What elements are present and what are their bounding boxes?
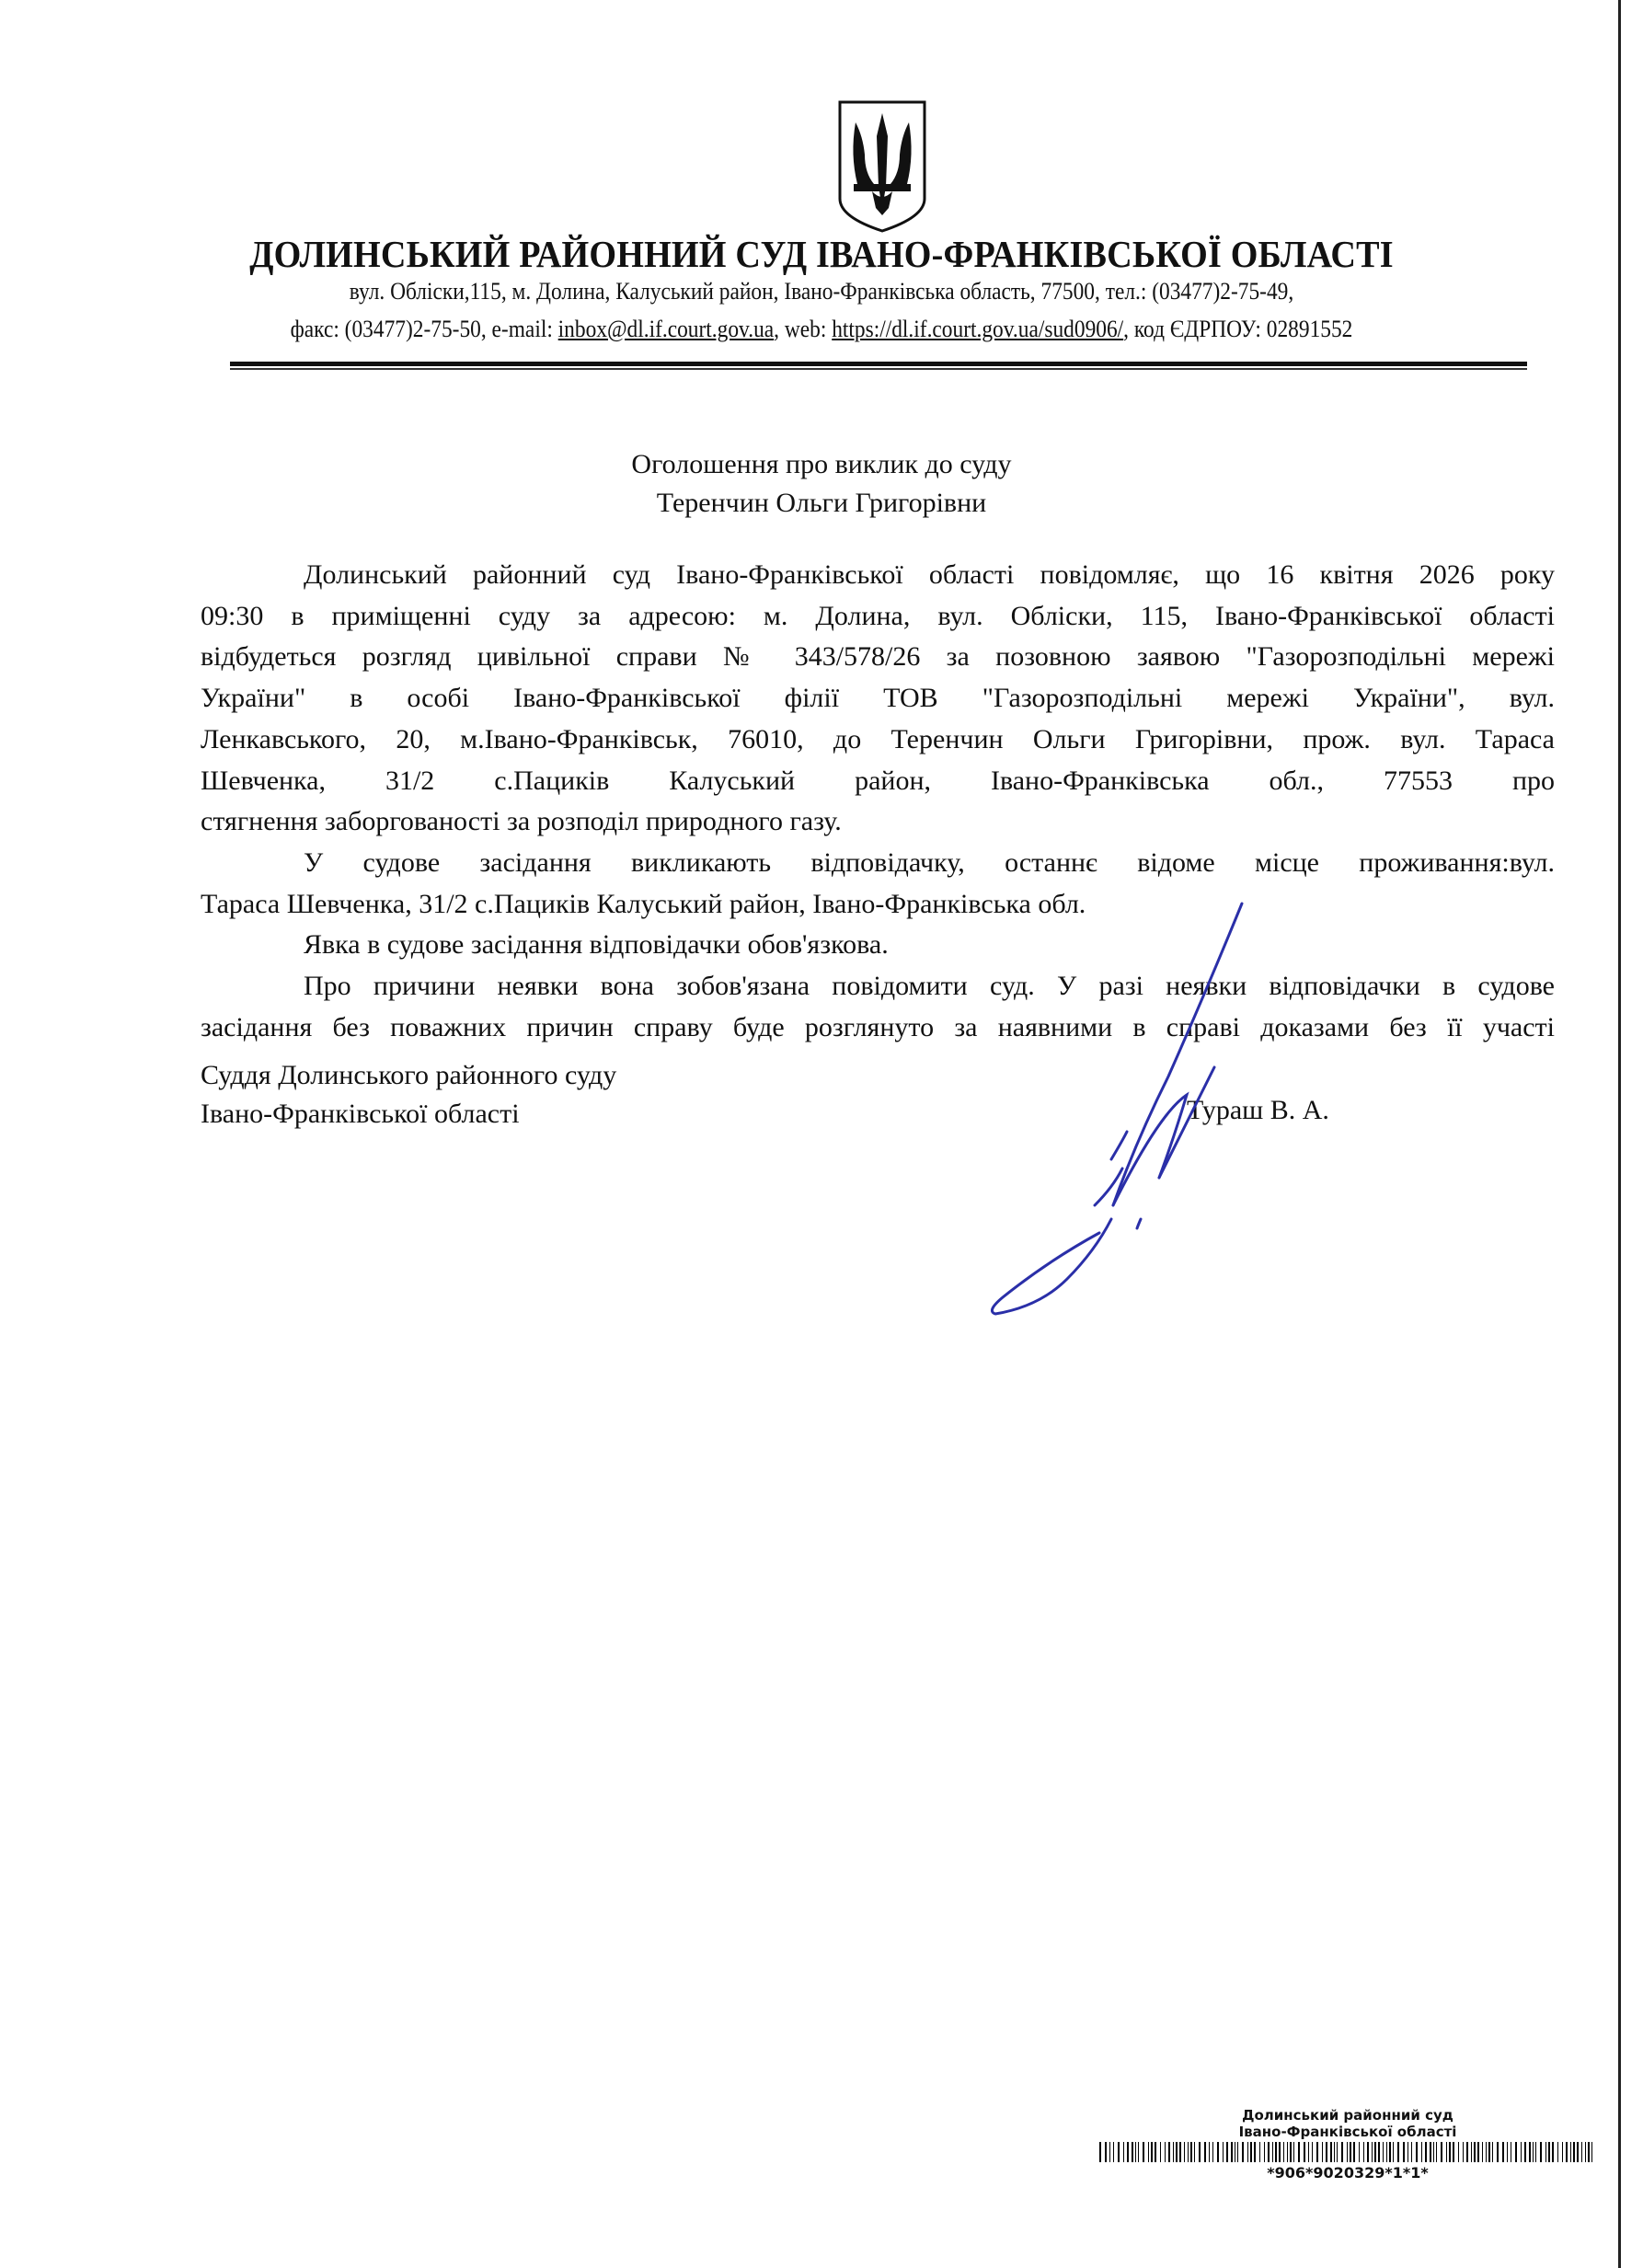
barcode-bar [1548, 2142, 1550, 2162]
barcode-bar [1250, 2142, 1252, 2162]
barcode-bar [1577, 2142, 1579, 2162]
barcode-bar [1403, 2142, 1405, 2162]
barcode-bar [1264, 2142, 1266, 2162]
email-link[interactable]: inbox@dl.if.court.gov.ua [557, 316, 775, 342]
barcode-bar [1436, 2142, 1438, 2162]
barcode-bar [1109, 2142, 1110, 2162]
barcode-bar [1363, 2142, 1365, 2162]
barcode-bar [1492, 2142, 1493, 2162]
barcode-bar [1176, 2142, 1178, 2162]
barcode-bar [1552, 2142, 1554, 2162]
barcode-bar [1194, 2142, 1195, 2162]
barcode-bar [1254, 2142, 1256, 2162]
barcode-bar [1151, 2142, 1153, 2162]
barcode-bar [1407, 2142, 1408, 2162]
barcode-bar [1283, 2142, 1284, 2162]
barcode-bar [1184, 2142, 1185, 2162]
barcode-bar [1334, 2142, 1335, 2162]
judge-position-line: Суддя Долинського районного суду [201, 1060, 617, 1090]
judge-position [201, 1056, 616, 1134]
barcode-bar [1389, 2142, 1391, 2162]
body-line: Про причини неявки вона зобов'язана повідомити суд. У разі неявки відповідачки в судове [304, 971, 1555, 1002]
barcode-bar [1524, 2142, 1526, 2162]
body-line: відбудеться розгляд цивільної справи № 343/578/26 за позовною заявою "Газорозподільні мережі [201, 641, 1555, 673]
barcode-bar [1132, 2142, 1133, 2162]
barcode-bar [1247, 2142, 1248, 2162]
court-name-heading: ДОЛИНСЬКИЙ РАЙОННИЙ СУД ІВАНО-ФРАНКІВСЬКОЇ ОБЛАСТІ [249, 233, 1394, 275]
barcode-bar [1105, 2142, 1107, 2162]
barcode-bar [1347, 2142, 1348, 2162]
body-line: У судове засідання викликають відповідачку, останнє відоме місце проживання:вул. [304, 846, 1555, 878]
handwritten-signature [975, 902, 1270, 1334]
barcode-bar [1463, 2142, 1465, 2162]
barcode-bar [1421, 2142, 1422, 2162]
barcode-bar [1557, 2142, 1558, 2162]
page-edge [1618, 0, 1621, 2268]
barcode-bar [1287, 2142, 1289, 2162]
barcode-bar [1411, 2142, 1413, 2162]
barcode-bar [1237, 2142, 1239, 2162]
barcode-bar [1127, 2142, 1129, 2162]
barcode-bar [1441, 2142, 1442, 2162]
barcode-bar [1259, 2142, 1260, 2162]
barcode-bar [1204, 2142, 1206, 2162]
barcode-bar [1497, 2142, 1499, 2162]
body-line: засідання без поважних причин справу буде розглянуто за наявними в справі доказами без її участі [201, 1011, 1555, 1042]
barcode-bar [1502, 2142, 1504, 2162]
barcode-bar [1433, 2142, 1434, 2162]
barcode-bar [1430, 2142, 1431, 2162]
registry-stamp [1099, 2107, 1596, 2182]
barcode-bar [1165, 2142, 1166, 2162]
barcode-bar [1293, 2142, 1294, 2162]
barcode-bar [1148, 2142, 1149, 2162]
barcode-bar [1099, 2142, 1101, 2162]
body-line: України" в особі Івано-Франківської філії ТОВ "Газорозподільні мережі України", вул. [201, 683, 1555, 714]
barcode-bar [1570, 2142, 1571, 2162]
body-line: Ленкавського, 20, м.Івано-Франківськ, 76010, до Теренчин Ольги Григорівни, прож. вул. Тараса [201, 723, 1555, 754]
barcode-bar [1474, 2142, 1476, 2162]
barcode-bar [1533, 2142, 1534, 2162]
barcode-bar [1378, 2142, 1380, 2162]
barcode-bar [1573, 2142, 1575, 2162]
barcode-bar [1416, 2142, 1418, 2162]
barcode-bar [1446, 2142, 1447, 2162]
barcode-bar [1591, 2142, 1592, 2162]
barcode-bar [1223, 2142, 1224, 2162]
barcode-bar [1298, 2142, 1300, 2162]
barcode-bar [1138, 2142, 1140, 2162]
court-contacts [82, 316, 1560, 343]
barcode-bar [1482, 2142, 1483, 2162]
barcode-bar [1272, 2142, 1273, 2162]
barcode-bar [1350, 2142, 1351, 2162]
barcode-bar [1488, 2142, 1490, 2162]
barcode-bar [1515, 2142, 1517, 2162]
barcode-bar [1507, 2142, 1508, 2162]
barcode-text: *906*9020329*1*1* [1267, 2164, 1429, 2182]
barcode-bar [1540, 2142, 1542, 2162]
barcode-bar [1135, 2142, 1136, 2162]
barcode-bar [1155, 2142, 1156, 2162]
barcode-bar [1393, 2142, 1394, 2162]
barcode-bar [1397, 2142, 1399, 2162]
barcode-bar [1209, 2142, 1210, 2162]
barcode-bar [1330, 2142, 1332, 2162]
barcode-bar [1290, 2142, 1292, 2162]
barcode-bar [1374, 2142, 1376, 2162]
barcode-bar [1113, 2142, 1115, 2162]
barcode-bar [1190, 2142, 1192, 2162]
barcode-bar [1316, 2142, 1318, 2162]
announcement-title: Оголошення про виклик до суду [631, 449, 1012, 479]
barcode-bar [1588, 2142, 1590, 2162]
website-link[interactable]: https://dl.if.court.gov.ua/sud0906/ [832, 316, 1124, 342]
barcode-bar [1160, 2142, 1161, 2162]
barcode-bar [1466, 2142, 1468, 2162]
barcode-bar [1545, 2142, 1546, 2162]
body-line: 09:30 в приміщенні суду за адресою: м. Долина, вул. Обліски, 115, Івано-Франківської області [201, 600, 1555, 631]
barcode-bar [1212, 2142, 1214, 2162]
barcode-bar [1367, 2142, 1369, 2162]
barcode-bar [1275, 2142, 1277, 2162]
web-label: , web: [774, 316, 833, 342]
barcode-bar [1217, 2142, 1219, 2162]
edrpou-code: , код ЄДРПОУ: 02891552 [1123, 316, 1353, 342]
barcode-bar [1566, 2142, 1568, 2162]
barcode-bar [1226, 2142, 1228, 2162]
stamp-line: Івано-Франківської області [1238, 2124, 1457, 2140]
barcode-bar [1279, 2142, 1281, 2162]
barcode-bar [1458, 2142, 1459, 2162]
fax-text: факс: (03477)2-75-50, e-mail: [290, 316, 558, 342]
announcement-body [201, 555, 1555, 1048]
tryzub-emblem-icon [837, 99, 927, 234]
body-line: Явка в судове засідання відповідачки обов'язкова. [304, 929, 889, 961]
barcode-bar [1304, 2142, 1305, 2162]
barcode-bar [1199, 2142, 1201, 2162]
barcode-bar [1242, 2142, 1244, 2162]
barcode-bar [1477, 2142, 1479, 2162]
barcode-bar [1123, 2142, 1124, 2162]
barcode-bar [1383, 2142, 1384, 2162]
barcode-bar [1312, 2142, 1314, 2162]
barcode-bar [1188, 2142, 1189, 2162]
barcode-bar [1231, 2142, 1233, 2162]
announcement-subject: Теренчин Ольги Григорівни [656, 488, 987, 518]
barcode-bar [1173, 2142, 1174, 2162]
body-line: стягнення заборгованості за розподіл природного газу. [201, 806, 842, 837]
body-line: Шевченка, 31/2 с.Пациків Калуський район, Івано-Франківська обл., 77553 про [201, 765, 1555, 796]
stamp-line: Долинський районний суд [1242, 2107, 1453, 2124]
judge-name: Тураш В. А. [1187, 1095, 1329, 1125]
barcode-bar [1168, 2142, 1170, 2162]
barcode-bar [1449, 2142, 1451, 2162]
barcode [1099, 2142, 1596, 2162]
barcode-bar [1386, 2142, 1388, 2162]
barcode-bar [1521, 2142, 1522, 2162]
barcode-bar [1471, 2142, 1472, 2162]
barcode-bar [1425, 2142, 1427, 2162]
barcode-bar [1581, 2142, 1582, 2162]
barcode-bar [1337, 2142, 1339, 2162]
judge-position-line: Івано-Франківської області [201, 1099, 520, 1129]
body-line: Тараса Шевченка, 31/2 с.Пациків Калуський район, Івано-Франківська обл. [201, 888, 1086, 919]
header-divider-thin [230, 368, 1527, 370]
barcode-bar [1511, 2142, 1512, 2162]
barcode-bar [1529, 2142, 1531, 2162]
barcode-bar [1268, 2142, 1270, 2162]
barcode-bar [1372, 2142, 1373, 2162]
barcode-bar [1535, 2142, 1537, 2162]
barcode-bar [1326, 2142, 1327, 2162]
barcode-bar [1585, 2142, 1587, 2162]
barcode-bar [1179, 2142, 1181, 2162]
barcode-bar [1341, 2142, 1343, 2162]
body-line: Долинський районний суд Івано-Франківської області повідомляє, що 16 квітня 2026 року [304, 559, 1555, 590]
barcode-bar [1453, 2142, 1454, 2162]
barcode-bar [1143, 2142, 1144, 2162]
court-address: вул. Обліски,115, м. Долина, Калуський район, Івано-Франківська область, 77500, тел.: (03477)2-75-49, [349, 278, 1294, 305]
barcode-bar [1353, 2142, 1355, 2162]
barcode-bar [1322, 2142, 1323, 2162]
barcode-bar [1562, 2142, 1564, 2162]
barcode-bar [1308, 2142, 1309, 2162]
header-divider [230, 362, 1527, 366]
barcode-bar [1359, 2142, 1360, 2162]
barcode-bar [1118, 2142, 1120, 2162]
barcode-bar [1486, 2142, 1488, 2162]
